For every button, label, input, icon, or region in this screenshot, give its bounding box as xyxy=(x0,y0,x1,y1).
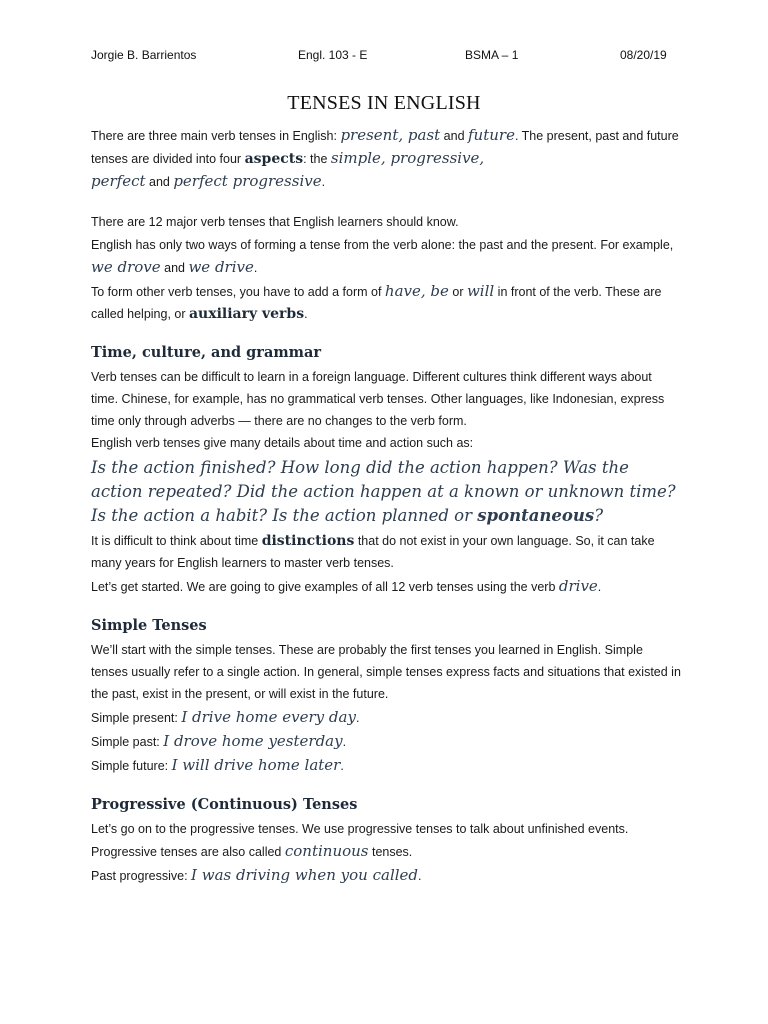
twelve-tenses-paragraph: There are 12 major verb tenses that English learners should know. xyxy=(91,215,459,229)
progressive-paragraph-1: Let’s go on to the progressive tenses. We use progressive tenses to talk about unfinished events. xyxy=(91,822,629,836)
term-drive: drive xyxy=(558,577,598,595)
term-spontaneous: spontaneous xyxy=(477,506,595,525)
heading-time-culture-grammar: Time, culture, and grammar xyxy=(91,344,322,361)
intro-paragraph: There are three main verb tenses in English: present, past and future. The present, past and future tenses are divided into four aspects: the simple, progressive, perfect and perfect progressive. xyxy=(91,126,679,190)
term-present: present xyxy=(340,126,399,144)
heading-simple-tenses: Simple Tenses xyxy=(91,617,207,634)
document-date: 08/20/19 xyxy=(620,48,667,62)
author-name: Jorgie B. Barrientos xyxy=(91,48,197,62)
two-ways-paragraph: English has only two ways of forming a tense from the verb alone: the past and the present. For example, we drove and we drive. xyxy=(91,238,674,276)
term-auxiliary-verbs: auxiliary verbs xyxy=(188,306,305,322)
term-perfect: perfect xyxy=(91,172,146,190)
term-future: future xyxy=(468,126,515,144)
course-code: Engl. 103 - E xyxy=(298,48,368,62)
example-simple-present: Simple present: I drive home every day. xyxy=(91,708,360,726)
term-continuous: continuous xyxy=(284,842,369,860)
term-perfect-progressive: perfect progressive xyxy=(173,172,322,190)
example-we-drive: we drive xyxy=(188,258,254,276)
time-paragraph-2: English verb tenses give many details about time and action such as: xyxy=(91,436,474,450)
document-body xyxy=(91,124,681,887)
questions-block: Is the action finished? How long did the action happen? Was the action repeated? Did the action happen at a known or unknown time? Is the action a habit? Is the action planned or spontaneous? xyxy=(91,458,676,525)
simple-paragraph: We’ll start with the simple tenses. These are probably the first tenses you learned in English. Simple tenses usually refer to a single action. In general, simple tenses express facts and situations that existed in the past, exist in the present, or will exist in the future. xyxy=(91,643,681,701)
time-paragraph-1: Verb tenses can be difficult to learn in a foreign language. Different cultures think different ways about time. Chinese, for example, has no grammatical verb tenses. Other languages, like Indonesian, express time only through adverbs — there are no changes to the verb form. xyxy=(91,370,665,428)
term-distinctions: distinctions xyxy=(261,533,355,549)
section-code: BSMA – 1 xyxy=(465,48,519,62)
heading-progressive-tenses: Progressive (Continuous) Tenses xyxy=(91,796,358,813)
example-we-drove: we drove xyxy=(91,258,161,276)
term-will: will xyxy=(466,282,495,300)
auxiliary-paragraph: To form other verb tenses, you have to add a form of have, be or will in front of the verb. These are called helping, or auxiliary verbs. xyxy=(91,282,662,322)
term-simple-progressive: simple, progressive, xyxy=(330,149,485,167)
example-simple-future: Simple future: I will drive home later. xyxy=(91,756,344,774)
term-past: past xyxy=(407,126,441,144)
progressive-paragraph-2: Progressive tenses are also called continuous tenses. xyxy=(91,842,413,860)
distinctions-paragraph: It is difficult to think about time distinctions that do not exist in your own language. So, it can take many years for English learners to master verb tenses. xyxy=(91,533,655,570)
example-past-progressive: Past progressive: I was driving when you called. xyxy=(91,866,422,884)
page-title: TENSES IN ENGLISH xyxy=(287,92,481,114)
term-have-be: have, be xyxy=(384,282,449,300)
get-started-paragraph: Let’s get started. We are going to give examples of all 12 verb tenses using the verb drive. xyxy=(91,577,602,595)
term-aspects: aspects xyxy=(244,151,304,167)
example-simple-past: Simple past: I drove home yesterday. xyxy=(91,732,347,750)
